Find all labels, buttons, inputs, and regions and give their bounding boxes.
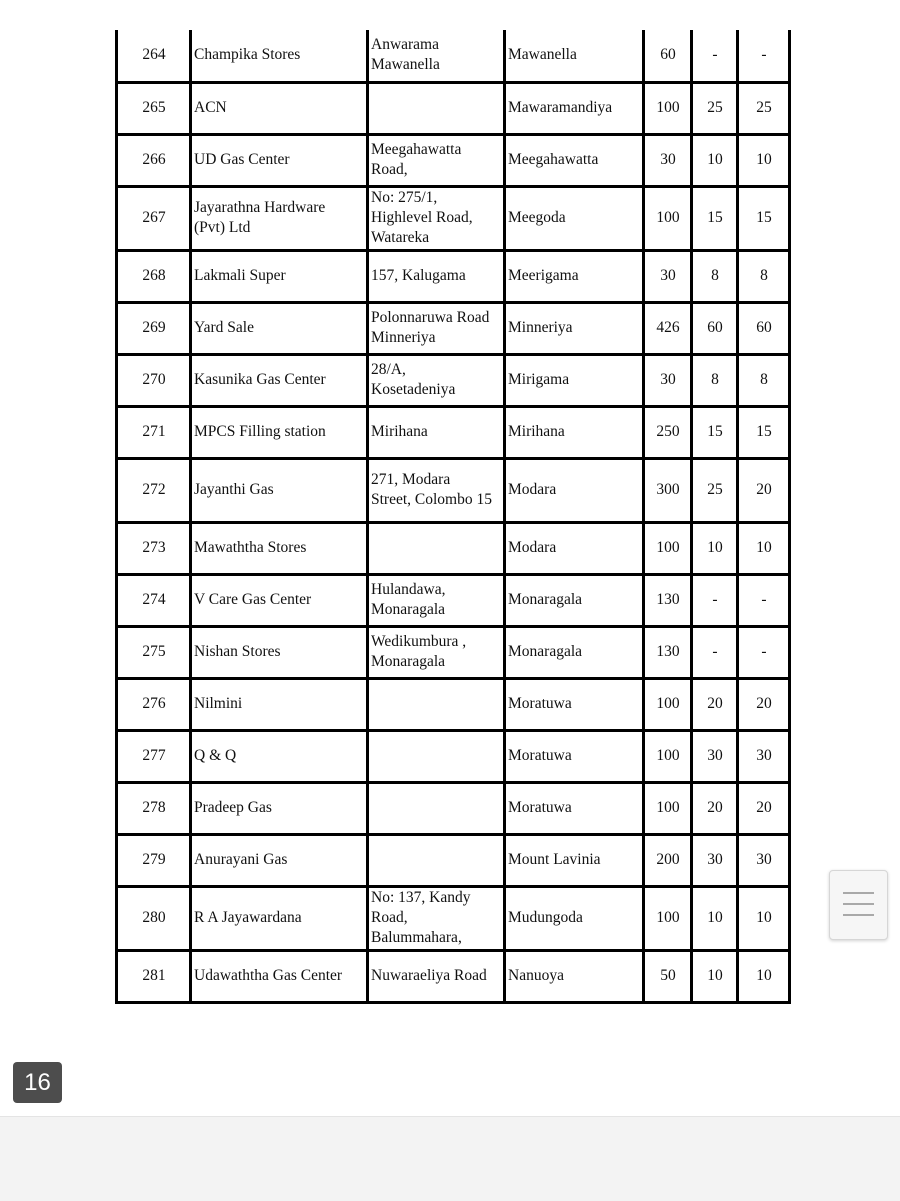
cell-number: 270 bbox=[117, 354, 191, 406]
cell-name bbox=[191, 886, 368, 950]
cell-address-line: Wedikumbura , bbox=[371, 633, 467, 650]
cell-address-line: No: 137, Kandy bbox=[371, 889, 471, 906]
cell-number: 280 bbox=[117, 886, 191, 950]
cell-name bbox=[191, 522, 368, 574]
cell-address-line: Hulandawa, bbox=[371, 581, 446, 598]
cell-address-line: Monaragala bbox=[371, 653, 446, 670]
cell-quantity-b: 8 bbox=[692, 354, 738, 406]
cell-quantity-b: 25 bbox=[692, 82, 738, 134]
cell-quantity-a: 30 bbox=[644, 250, 692, 302]
table-row bbox=[117, 354, 790, 406]
cell-quantity-c: 20 bbox=[738, 678, 790, 730]
cell-number: 271 bbox=[117, 406, 191, 458]
page-number-badge: 16 bbox=[13, 1062, 62, 1103]
cell-town: Mudungoda bbox=[505, 886, 644, 950]
cell-address-line: Balummahara, bbox=[371, 929, 462, 946]
cell-address bbox=[368, 458, 505, 522]
table-row bbox=[117, 574, 790, 626]
cell-address bbox=[368, 730, 505, 782]
hamburger-menu-icon bbox=[843, 914, 874, 916]
cell-address-line: Kosetadeniya bbox=[371, 381, 456, 398]
cell-quantity-b: 15 bbox=[692, 186, 738, 250]
cell-name-line: Mawaththa Stores bbox=[194, 539, 307, 556]
cell-name bbox=[191, 30, 368, 82]
cell-quantity-a: 100 bbox=[644, 730, 692, 782]
cell-number: 277 bbox=[117, 730, 191, 782]
table-row bbox=[117, 30, 790, 82]
cell-quantity-a: 426 bbox=[644, 302, 692, 354]
cell-town: Meegahawatta bbox=[505, 134, 644, 186]
cell-address-line: No: 275/1, bbox=[371, 189, 438, 206]
cell-name-line: Kasunika Gas Center bbox=[194, 371, 326, 388]
cell-address bbox=[368, 134, 505, 186]
cell-quantity-a: 30 bbox=[644, 354, 692, 406]
cell-quantity-c: 20 bbox=[738, 458, 790, 522]
cell-name bbox=[191, 678, 368, 730]
cell-name bbox=[191, 950, 368, 1002]
cell-address-line: Polonnaruwa Road bbox=[371, 309, 490, 326]
cell-quantity-c: 60 bbox=[738, 302, 790, 354]
cell-address-line: Monaragala bbox=[371, 601, 446, 618]
cell-quantity-c: 15 bbox=[738, 186, 790, 250]
cell-quantity-b: 60 bbox=[692, 302, 738, 354]
cell-number: 265 bbox=[117, 82, 191, 134]
cell-quantity-b: 30 bbox=[692, 730, 738, 782]
cell-town: Moratuwa bbox=[505, 730, 644, 782]
cell-address bbox=[368, 250, 505, 302]
cell-address bbox=[368, 186, 505, 250]
cell-address bbox=[368, 406, 505, 458]
cell-name-line: ACN bbox=[194, 99, 227, 116]
cell-address-line: Mawanella bbox=[371, 56, 440, 74]
cell-quantity-b: 15 bbox=[692, 406, 738, 458]
cell-quantity-a: 100 bbox=[644, 678, 692, 730]
cell-quantity-a: 100 bbox=[644, 82, 692, 134]
cell-address bbox=[368, 626, 505, 678]
cell-name bbox=[191, 302, 368, 354]
cell-quantity-c: 30 bbox=[738, 834, 790, 886]
cell-number: 266 bbox=[117, 134, 191, 186]
cell-town: Mirigama bbox=[505, 354, 644, 406]
viewer-footer bbox=[0, 1116, 900, 1201]
distributor-table bbox=[115, 30, 791, 1004]
cell-address-line: Nuwaraeliya Road bbox=[371, 967, 487, 984]
cell-address-line: Mirihana bbox=[371, 423, 428, 440]
cell-name bbox=[191, 82, 368, 134]
cell-quantity-b: 20 bbox=[692, 678, 738, 730]
cell-town: Moratuwa bbox=[505, 782, 644, 834]
cell-name bbox=[191, 134, 368, 186]
hamburger-menu-icon bbox=[843, 892, 874, 894]
cell-address bbox=[368, 886, 505, 950]
cell-town: Mawanella bbox=[505, 30, 644, 82]
cell-address bbox=[368, 30, 505, 82]
cell-quantity-a: 130 bbox=[644, 574, 692, 626]
table-row bbox=[117, 886, 790, 950]
cell-number: 278 bbox=[117, 782, 191, 834]
cell-number: 276 bbox=[117, 678, 191, 730]
table-row bbox=[117, 782, 790, 834]
cell-town: Nanuoya bbox=[505, 950, 644, 1002]
cell-quantity-a: 100 bbox=[644, 186, 692, 250]
cell-address bbox=[368, 302, 505, 354]
cell-town: Mawaramandiya bbox=[505, 82, 644, 134]
cell-quantity-a: 100 bbox=[644, 522, 692, 574]
cell-town: Meegoda bbox=[505, 186, 644, 250]
table-row bbox=[117, 458, 790, 522]
cell-number: 275 bbox=[117, 626, 191, 678]
cell-quantity-c: - bbox=[738, 626, 790, 678]
cell-name bbox=[191, 574, 368, 626]
cell-name-line: Pradeep Gas bbox=[194, 799, 272, 816]
cell-number: 274 bbox=[117, 574, 191, 626]
cell-name-line: MPCS Filling station bbox=[194, 423, 326, 440]
cell-name-line: Nilmini bbox=[194, 695, 243, 712]
cell-town: Modara bbox=[505, 458, 644, 522]
table-row bbox=[117, 134, 790, 186]
cell-name-line: Jayanthi Gas bbox=[194, 481, 274, 498]
cell-address-line: Watareka bbox=[371, 229, 430, 246]
cell-quantity-c: 8 bbox=[738, 354, 790, 406]
cell-quantity-b: 25 bbox=[692, 458, 738, 522]
cell-quantity-c: 30 bbox=[738, 730, 790, 782]
cell-number: 279 bbox=[117, 834, 191, 886]
cell-quantity-a: 50 bbox=[644, 950, 692, 1002]
cell-name bbox=[191, 406, 368, 458]
cell-name-line: (Pvt) Ltd bbox=[194, 219, 251, 236]
cell-number: 264 bbox=[117, 30, 191, 82]
cell-quantity-c: 8 bbox=[738, 250, 790, 302]
cell-name-line: Champika Stores bbox=[194, 46, 301, 64]
cell-name bbox=[191, 458, 368, 522]
cell-town: Mount Lavinia bbox=[505, 834, 644, 886]
table-row bbox=[117, 82, 790, 134]
cell-quantity-a: 130 bbox=[644, 626, 692, 678]
cell-quantity-b: 10 bbox=[692, 134, 738, 186]
cell-name-line: Nishan Stores bbox=[194, 643, 281, 660]
table-row bbox=[117, 834, 790, 886]
table-row bbox=[117, 522, 790, 574]
cell-address bbox=[368, 834, 505, 886]
cell-number: 281 bbox=[117, 950, 191, 1002]
cell-address bbox=[368, 678, 505, 730]
cell-name-line: R A Jayawardana bbox=[194, 909, 302, 926]
cell-name-line: Udawaththa Gas Center bbox=[194, 967, 343, 984]
cell-quantity-a: 100 bbox=[644, 886, 692, 950]
cell-town: Moratuwa bbox=[505, 678, 644, 730]
cell-quantity-c: 10 bbox=[738, 950, 790, 1002]
cell-town: Monaragala bbox=[505, 574, 644, 626]
cell-quantity-c: - bbox=[738, 30, 790, 82]
cell-address bbox=[368, 354, 505, 406]
cell-town: Monaragala bbox=[505, 626, 644, 678]
cell-name-line: UD Gas Center bbox=[194, 151, 290, 168]
cell-name-line: V Care Gas Center bbox=[194, 591, 312, 608]
cell-quantity-b: 10 bbox=[692, 950, 738, 1002]
cell-quantity-b: 10 bbox=[692, 522, 738, 574]
cell-name bbox=[191, 186, 368, 250]
cell-name bbox=[191, 626, 368, 678]
cell-name bbox=[191, 730, 368, 782]
cell-quantity-a: 200 bbox=[644, 834, 692, 886]
table-row bbox=[117, 302, 790, 354]
cell-number: 273 bbox=[117, 522, 191, 574]
cell-address-line: Minneriya bbox=[371, 329, 436, 346]
cell-address bbox=[368, 782, 505, 834]
table-row bbox=[117, 950, 790, 1002]
cell-town: Mirihana bbox=[505, 406, 644, 458]
cell-quantity-b: 8 bbox=[692, 250, 738, 302]
cell-quantity-b: - bbox=[692, 626, 738, 678]
table-row bbox=[117, 678, 790, 730]
cell-quantity-a: 250 bbox=[644, 406, 692, 458]
hamburger-menu-icon bbox=[843, 903, 874, 905]
table-body bbox=[117, 30, 790, 1002]
cell-number: 267 bbox=[117, 186, 191, 250]
cell-number: 268 bbox=[117, 250, 191, 302]
cell-address-line: 28/A, bbox=[371, 361, 406, 378]
cell-name bbox=[191, 782, 368, 834]
cell-quantity-a: 60 bbox=[644, 30, 692, 82]
menu-button[interactable] bbox=[829, 870, 888, 940]
cell-address-line: Road, bbox=[371, 909, 408, 926]
cell-town: Meerigama bbox=[505, 250, 644, 302]
cell-address-line: Meegahawatta bbox=[371, 141, 462, 158]
cell-name bbox=[191, 834, 368, 886]
cell-number: 272 bbox=[117, 458, 191, 522]
cell-quantity-c: 10 bbox=[738, 886, 790, 950]
cell-quantity-b: 30 bbox=[692, 834, 738, 886]
cell-address-line: 271, Modara bbox=[371, 471, 451, 488]
cell-address-line: Road, bbox=[371, 161, 408, 178]
cell-quantity-c: 10 bbox=[738, 522, 790, 574]
table-row bbox=[117, 730, 790, 782]
cell-town: Modara bbox=[505, 522, 644, 574]
cell-name bbox=[191, 250, 368, 302]
cell-address-line: 157, Kalugama bbox=[371, 267, 466, 284]
table-row bbox=[117, 250, 790, 302]
cell-quantity-c: 25 bbox=[738, 82, 790, 134]
table-row bbox=[117, 406, 790, 458]
cell-address bbox=[368, 522, 505, 574]
cell-name-line: Anurayani Gas bbox=[194, 851, 288, 868]
cell-address-line: Anwarama bbox=[371, 36, 439, 54]
cell-address bbox=[368, 950, 505, 1002]
cell-quantity-c: 20 bbox=[738, 782, 790, 834]
cell-name-line: Lakmali Super bbox=[194, 267, 286, 284]
table-row bbox=[117, 626, 790, 678]
cell-quantity-c: 10 bbox=[738, 134, 790, 186]
cell-quantity-c: 15 bbox=[738, 406, 790, 458]
cell-address bbox=[368, 82, 505, 134]
table-row bbox=[117, 186, 790, 250]
cell-quantity-a: 100 bbox=[644, 782, 692, 834]
cell-quantity-b: - bbox=[692, 574, 738, 626]
cell-address bbox=[368, 574, 505, 626]
cell-address-line: Highlevel Road, bbox=[371, 209, 473, 226]
cell-quantity-b: 20 bbox=[692, 782, 738, 834]
cell-quantity-b: - bbox=[692, 30, 738, 82]
cell-quantity-b: 10 bbox=[692, 886, 738, 950]
cell-quantity-a: 300 bbox=[644, 458, 692, 522]
cell-quantity-a: 30 bbox=[644, 134, 692, 186]
cell-quantity-c: - bbox=[738, 574, 790, 626]
cell-name-line: Yard Sale bbox=[194, 319, 254, 336]
cell-number: 269 bbox=[117, 302, 191, 354]
cell-name-line: Jayarathna Hardware bbox=[194, 199, 326, 216]
cell-name-line: Q & Q bbox=[194, 747, 237, 764]
cell-name bbox=[191, 354, 368, 406]
cell-town: Minneriya bbox=[505, 302, 644, 354]
cell-address-line: Street, Colombo 15 bbox=[371, 491, 492, 508]
